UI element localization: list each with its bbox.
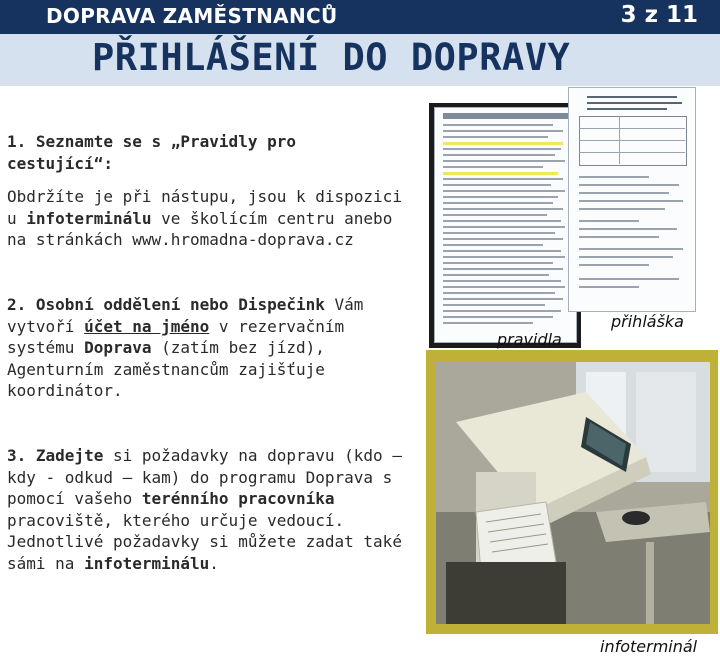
step2-heading: 2. Osobní oddělení nebo Dispečink	[7, 295, 325, 314]
section-bar	[0, 34, 720, 86]
step2-paragraph	[7, 294, 412, 402]
step3-paragraph	[7, 445, 412, 574]
step2-text-2: v rezervačním systému	[7, 316, 345, 357]
step3-bold-infoterminal: infoterminálu	[84, 553, 210, 573]
header-title: DOPRAVA ZAMĚSTNANCŮ	[46, 4, 338, 28]
step3-text-2: pracoviště, kterého určuje vedoucí. Jednotlivé požadavky si můžete zadat také sámi na	[7, 510, 402, 573]
step1-detail	[7, 186, 407, 251]
step1-text-1: Obdržíte je při nástupu, jsou k dispozici u	[7, 187, 402, 228]
step1-text-2: ve školícím centru anebo na stránkách www.hromadna-doprava.cz	[7, 208, 393, 249]
step3-text-3: .	[209, 553, 219, 573]
step2-bold-doprava: Doprava	[84, 338, 152, 357]
terminal-caption: infoterminál	[600, 637, 698, 656]
step1-heading	[7, 131, 337, 174]
signup-form-image	[569, 88, 695, 311]
section-heading: PŘIHLÁŠENÍ DO DOPRAVY	[92, 36, 571, 79]
step3-heading: 3. Zadejte	[7, 446, 104, 465]
signup-caption: přihláška	[611, 312, 684, 331]
step1-bold-infoterminal: infoterminálu	[26, 208, 152, 228]
header-bar	[0, 0, 720, 34]
step3-bold-worker: terénního pracovníka	[141, 489, 335, 508]
step2-text-3: (zatím bez jízd), Agenturním zaměstnancům zajišťuje koordinátor.	[7, 338, 325, 400]
doc-header-line	[443, 113, 568, 119]
terminal-photo	[436, 362, 710, 624]
terminal-illustration	[436, 362, 710, 624]
step2-bold-account: účet na jméno	[84, 316, 210, 336]
step1-heading-text: 1. Seznamte se s „Pravidly pro cestující“:	[7, 132, 296, 173]
step3-text-1: si požadavky na dopravu (kdo – kdy - odkud – kam) do programu Doprava s pomocí vašeho	[7, 446, 402, 508]
rules-document-image	[435, 108, 576, 342]
page-counter: 3 z 11	[620, 2, 698, 28]
step2-text-1: Vám vytvoří	[7, 295, 364, 336]
rules-caption: pravidla	[497, 330, 562, 349]
